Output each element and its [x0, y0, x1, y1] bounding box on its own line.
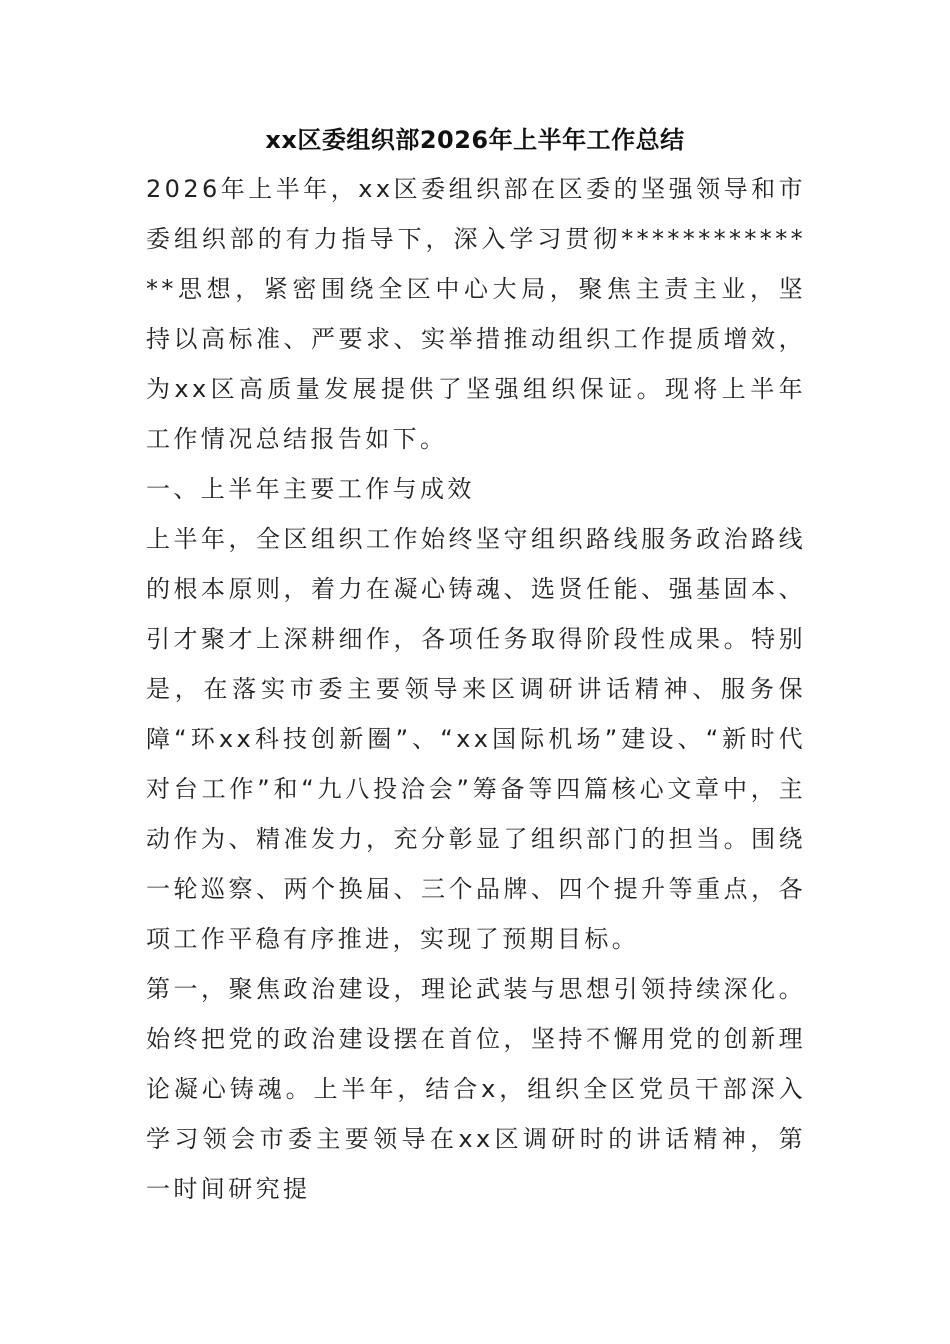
section-heading: 一、上半年主要工作与成效 — [146, 475, 475, 503]
political-building-paragraph: 第一，聚焦政治建设，理论武装与思想引领持续深化。始终把党的政治建设摆在首位，坚持不懈用党的创新理论凝心铸魂。上半年，结合x，组织全区党员干部深入学习领会市委主要领导在xx区调研时的讲话精神，第一时间研究提 — [146, 975, 806, 1203]
summary-paragraph: 上半年，全区组织工作始终坚守组织路线服务政治路线的根本原则，着力在凝心铸魂、选贤任能、强基固本、引才聚才上深耕细作，各项任务取得阶段性成果。特别是，在落实市委主要领导来区调研讲话精神、服务保障“环xx科技创新圈”、“xx国际机场”建设、“新时代对台工作”和“九八投洽会”筹备等四篇核心文章中，主动作为、精准发力，充分彰显了组织部门的担当。围绕一轮巡察、两个换届、三个品牌、四个提升等重点，各项工作平稳有序推进，实现了预期目标。 — [146, 525, 806, 953]
intro-paragraph: 2026年上半年，xx区委组织部在区委的坚强领导和市委组织部的有力指导下，深入学习贯彻**************思想，紧密围绕全区中心大局，聚焦主责主业，坚持以高标准、严要求、实举措推动组织工作提质增效，为xx区高质量发展提供了坚强组织保证。现将上半年工作情况总结报告如下。 — [146, 175, 806, 453]
document-title: xx区委组织部2026年上半年工作总结 — [265, 126, 685, 154]
document-body — [146, 164, 806, 1214]
